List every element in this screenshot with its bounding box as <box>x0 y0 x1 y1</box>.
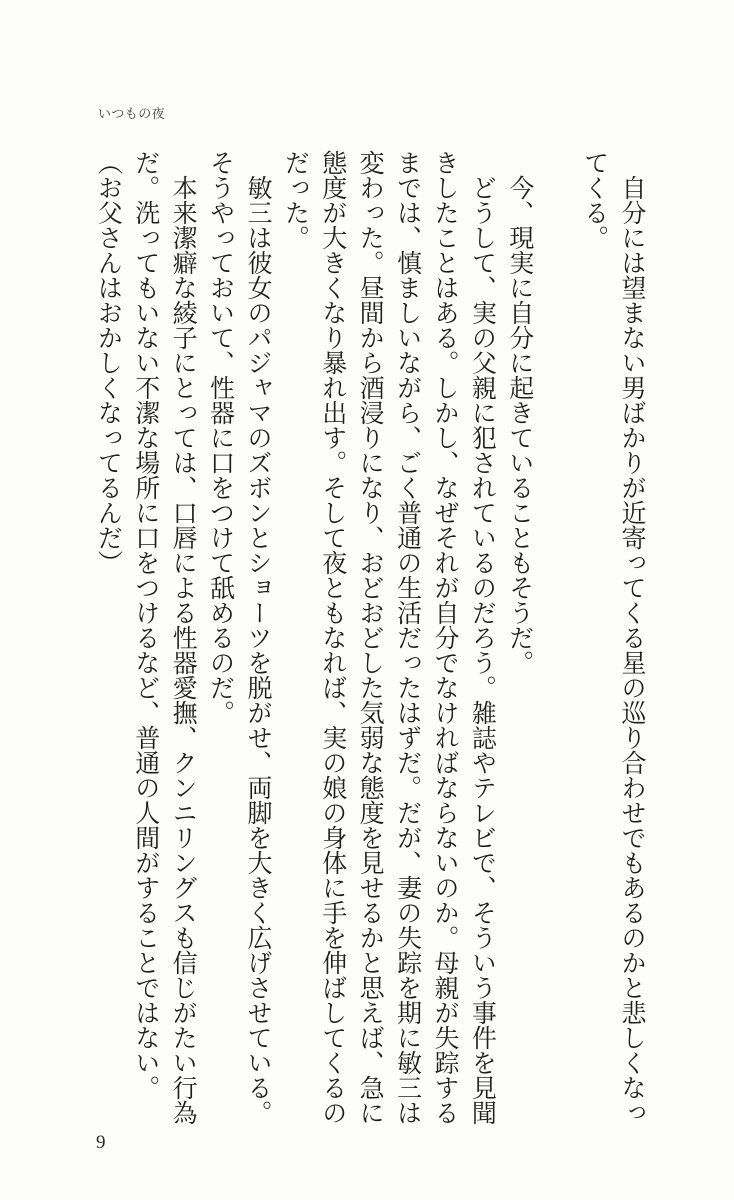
text-line: だ。洗ってもいない不潔な場所に口をつけるなど、普通の人間がすることではない。 <box>131 150 159 1100</box>
body-text <box>89 150 650 1140</box>
text-line: 敏三は彼女のパジャマのズボンとショーツを脱がせ、両脚を大きく広げさせている。 <box>243 175 271 1125</box>
text-line: 本来潔癖な綾子にとっては、口唇による性器愛撫、クンニリングスも信じがたい行為 <box>169 175 197 1125</box>
text-line: 変わった。昼間から酒浸りになり、おどおどした気弱な態度を見せるかと思えば、急に <box>356 150 384 1125</box>
page-number: 9 <box>96 1132 106 1153</box>
running-header: いつもの夜 <box>98 106 166 121</box>
text-line: てくる。 <box>580 150 608 250</box>
text-line: （お父さんはおかしくなってるんだ） <box>94 150 122 575</box>
text-line: 今、現実に自分に起きていることもそうだ。 <box>505 175 533 675</box>
blank-line <box>538 150 575 1140</box>
text-line: までは、慎ましいながら、ごく普通の生活だったはずだ。だが、妻の失踪を期に敏三は <box>393 150 421 1125</box>
text-line: だった。 <box>281 150 309 250</box>
text-line: どうして、実の父親に犯されているのだろう。雑誌やテレビで、そういう事件を見聞 <box>468 175 496 1125</box>
text-line: 態度が大きくなり暴れ出す。そして夜ともなれば、実の娘の身体に手を伸ばしてくるの <box>318 150 346 1125</box>
text-line: そうやっておいて、性器に口をつけて舐めるのだ。 <box>206 150 234 725</box>
text-line: 自分には望まない男ばかりが近寄ってくる星の巡り合わせでもあるのかと悲しくなっ <box>618 175 645 1125</box>
text-line: きしたことはある。しかし、なぜそれが自分でなければならないのか。母親が失踪する <box>430 150 458 1125</box>
